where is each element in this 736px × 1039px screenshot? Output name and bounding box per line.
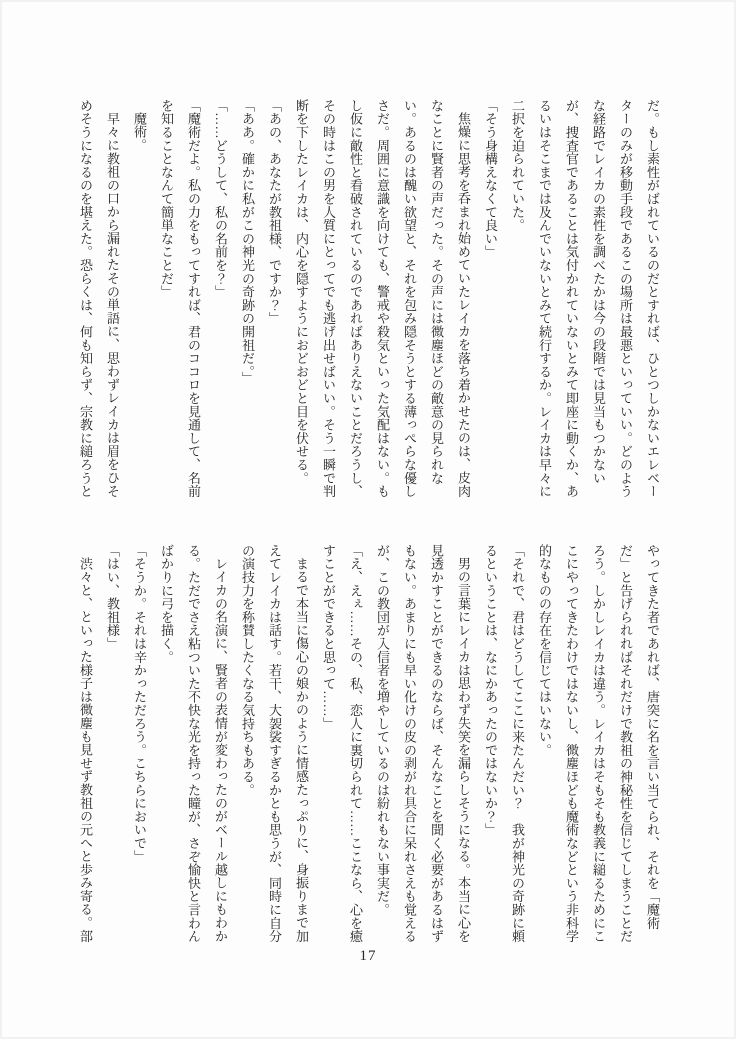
- paragraph-dialogue: 「はい、教祖様」: [105, 544, 120, 651]
- text-tier-bottom: [72, 544, 666, 944]
- paragraph: 早々に教祖の口から漏れたその単語に、思わずレイカは眉をひそめそうになるのを堪えた。恐らくは、何も知らず、宗教に縋ろうと: [78, 99, 120, 498]
- paragraph-dialogue: 「あの、あなたが教祖様、ですか？」: [267, 99, 282, 326]
- paragraph: 焦燥に思考を呑まれ始めていたレイカを落ち着かせたのは、皮肉なことに賢者の声だった。その声には微塵ほどの敵意の見られない。あるのは醜い欲望と、それを包み隠そうとする薄っぺらな優しさだ。周囲に意識を向けても、警戒や殺気といった気配はない。もし仮に敵性と看破されているのであればありえないことだろうし、その時はこの男を人質にとってでも逃げ出せばいい。そう一瞬で判断を下したレイカは、内心を隠すようにおどおどと目を伏せる。: [294, 99, 471, 498]
- paragraph: レイカの名演に、賢者の表情が変わったのがベール越しにもわかる。ただでさえ粘ついた不快な光を持った瞳が、さぞ愉快と言わんばかりに弓を描く。: [159, 544, 228, 943]
- paragraph-dialogue: 「それで、君はどうしてここに来たんだい？ 我が神光の奇跡に頼るということは、なにかあったのではないか？」: [483, 544, 525, 943]
- paragraph-dialogue: 「え、えぇ……その、私、恋人に裏切られて……ここなら、心を癒すことができると思って……」: [321, 544, 363, 943]
- paragraph-dialogue: 「そうか。それは辛かっただろう。こちらにおいで」: [132, 544, 147, 864]
- paragraph: 男の言葉にレイカは思わず失笑を漏らしそうになる。本当に心を見透かすことができるのならば、そんなことを聞く必要があるはずもない。あまりにも早い化けの皮の剥がれ具合に呆れさえも覚えるが、この教団が入信者を増やしているのは紛れもない事実だ。: [375, 544, 471, 943]
- paragraph-dialogue: 「そう身構えなくて良い」: [483, 99, 498, 259]
- page-number: 17: [359, 948, 377, 964]
- paragraph: まるで本当に傷心の娘かのように情感たっぷりに、身振りまで加えてレイカは話す。若干、大袈裟すぎるかとも思うが、同時に自分の演技力を称賛したくなる気持ちもある。: [240, 544, 309, 943]
- paragraph: 渋々と、といった様子は微塵も見せず教祖の元へと歩み寄る。部: [78, 557, 93, 943]
- text-tier-top: [72, 99, 666, 499]
- paragraph: だ。もし素性がばれているのだとすれば、ひとつしかないエレベーターのみが移動手段であるこの場所は最悪といっていい。どのような経路でレイカの素性を調べたかは今の段階では見当もつかないが、捜査官であることは気付かれていないとみて即座に動くか、あるいはそこまでは及んでいないとみて続行するか。レイカは早々に二択を迫られていた。: [510, 99, 660, 498]
- paragraph: やってきた者であれば、唐突に名を言い当てられ、それを「魔術だ」と告げられればそれだけで教祖の神秘性を信じてしまうことだろう。しかしレイカは違う。レイカはそもそも教義に縋るためにここにやってきたわけではないし、微塵ほども魔術などという非科学的なものの存在を信じてはいない。: [537, 544, 660, 943]
- paragraph-dialogue: 「……どうして、私の名前を？」: [213, 99, 228, 299]
- paragraph-dialogue: 「ああ。確かに私がこの神光の奇跡の開祖だ。」: [240, 99, 255, 386]
- paragraph-dialogue: 「魔術だよ。私の力をもってすれば、君のココロを見通して、名前を知ることなんて簡単なことだ」: [159, 99, 201, 498]
- paragraph: 魔術。: [132, 112, 147, 153]
